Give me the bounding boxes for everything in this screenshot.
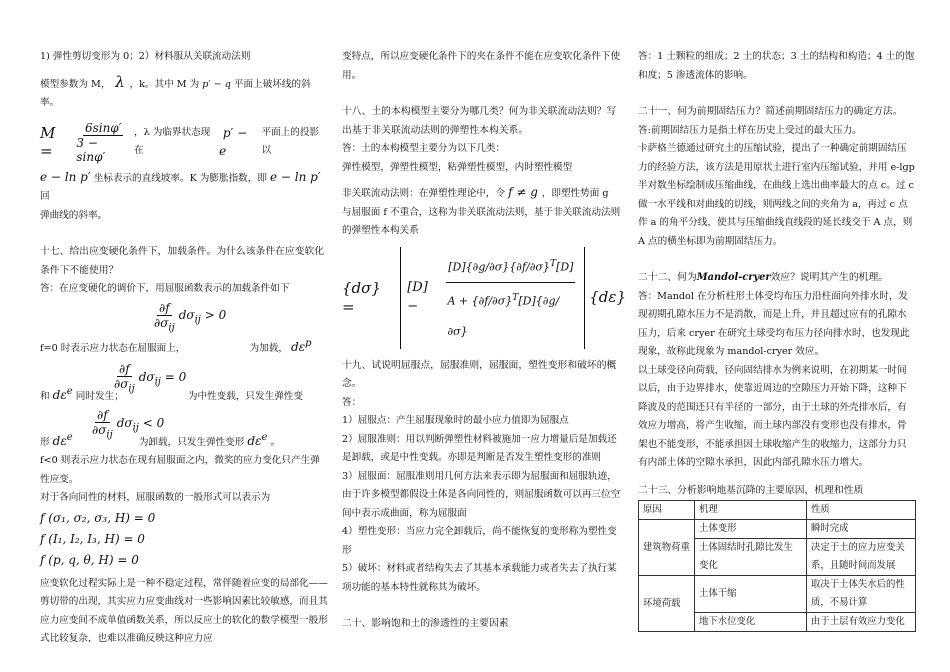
- constitutive-equation: {dσ} = [D] − $\frac{[D]\{\partial g/\partial\sigma\}\{\partial f/\partial\sigma\}^T[D]}{A + \{\partial f/\partial\sigma\}^T[D]\{\partial g/\partial\sigma\}}$ {dε}: [342, 247, 626, 349]
- column-left: [40, 48, 328, 649]
- paragraph: 3）屈服面：屈服准则用几何方法来表示即为屈服面和屈服轨迹，由于许多模型都假设土体是各向同性的，则屈服函数可以再三位空间中表示成曲面，称为屈服面: [342, 470, 621, 519]
- paragraph: 应变软化过程实际上是一种不稳定过程，常伴随着应变的局部化——剪切带的出现，其实应力应变曲线对一些影响因素比较敏感，而且其应力应变间不成单值函数关系，所以反应土的软化的数学模型一般形式比较复杂，也难以准确反映这种应力应: [40, 577, 328, 645]
- math-pe: p′ − e: [219, 125, 248, 158]
- text-line: 答：土的本构模型主要分为以下几类：: [342, 143, 506, 154]
- lambda-symbol: λ: [110, 72, 130, 91]
- math-pq: p′ − q: [202, 78, 234, 90]
- text-line: 形 $d\varepsilon^e$ 为卸载，只发生弹性变形 $d\varepsilon^e$ 。: [40, 431, 281, 448]
- text-line: e − ln p′ 坐标表示的直线坡率。K 为膨胀指数，即 e − ln p′ 回: [40, 169, 321, 202]
- heading-q21: 二十一、何为前期固结压力？简述前期固结压力的确定方法。: [638, 106, 903, 117]
- table-header-row: 原因 机理 性质: [639, 501, 916, 520]
- paragraph: 5）破坏：材料或者结构失去了其基本承载能力或者失去了执行某项功能的基本特性就称其为破坏。: [342, 563, 617, 593]
- heading-q19: 十九、试说明屈服点，屈服准则，屈服面，塑性变形和破坏的概念。: [342, 359, 617, 390]
- heading-q17: 十七、给出应变硬化条件下，加载条件。为什么该条件在应变软化条件下不能使用？: [40, 246, 325, 276]
- heading-q20: 二十、影响饱和土的渗透性的主要因素: [342, 618, 509, 630]
- settlement-table: [638, 500, 916, 632]
- table-row: 环境荷载 土体干缩 取决于土体失水后的性质，不易计算: [639, 576, 916, 613]
- text-line: 弹性模型，弹塑性模型，粘弹塑性模型，内时塑性模型: [342, 161, 573, 173]
- text-line: 1）屈服点：产生屈服现象时的最小应力值即为屈服点: [342, 415, 569, 427]
- paragraph: 答：Mandol 在分析柱形土体受均布压力沿柱面向外排水时，发现初期孔隙水压力不是消散，而是上升，并且超过应有的孔隙水压力，后来 cryer 在研究土球受均布压力径向排水时，也发现此现象，故称此现象为 mandol-cryer 效应。: [638, 290, 910, 357]
- text-line: 答：在应变硬化的调价下，用屈服函数表示的加载条件如下: [40, 283, 290, 294]
- paragraph: 2）屈服准则：用以判断弹塑性材料被施加一应力增量后是加载还是卸载，或是中性变载。亦即是判断是否发生塑性变形的准则: [342, 433, 617, 464]
- table-row: 地下水位变化 由于土层有效应力变化: [639, 613, 916, 632]
- equation-M: M = $\frac{6\sin\varphi'}{3 - \sin\varphi'}$ ，λ 为临界状态现在 p′ − e 平面上的投影以: [40, 120, 320, 164]
- text-line: 与屈服面 f 不重合，这称为非关联流动法则，基于非关联流动法则的弹塑性本构关系: [342, 206, 621, 236]
- paragraph: 答：1 土颗粒的组成；2 土的状态；3 土的结构和构造；4 土的饱和度；5 渗透流体的影响。: [638, 51, 915, 81]
- heading-q23: 二十三、分析影响地基沉降的主要原因，机理和性质: [638, 484, 864, 496]
- text-line: 对于各向同性的材料，屈服函数的一般形式可以表示为: [40, 492, 271, 504]
- equation-load-3: $\frac{\partial f}{\partial\sigma_{ij}}$ $d\sigma_{ij} < 0$: [92, 408, 165, 441]
- heading-q18: 十八、土的本构模型主要分为哪几类？何为非关联流动法则？写出基于非关联流动法则的弹塑性本构关系。: [342, 106, 617, 136]
- text-line: 模型参数为 M， λ ，k。其中 M 为 p′ − q 平面上破坏线的斜率。: [40, 72, 311, 108]
- paragraph: 卡萨格兰德通过研究土的压缩试验，提出了一种确定前期固结压力的经验方法，该方法是用原状土进行室内压缩试验，并用 e-lgp 半对数坐标绘制成压缩曲线，在曲线上选出曲率最大的点 c。过 c 做一水平线和对曲线的切线，则两线之间的夹角为 a，再过 c 点作 a 的角平分线，使其与压缩曲线直线段的延长线交于 A 点，则 A 点的横坐标即为前期固结压力。: [638, 143, 915, 247]
- heading-q22: 二十二、何为Mandol-cryer效应？说明其产生的机理。: [638, 272, 889, 283]
- table-row: 建筑物荷重 土体变形 瞬时完成: [639, 520, 916, 539]
- text-line: 1) 弹性剪切变形为 0；2）材料服从关联流动法则: [40, 51, 251, 62]
- text-line: 和 $d\varepsilon^e$ 同时发生； 为中性变载，只发生弹性变: [40, 385, 303, 402]
- column-right: [638, 48, 916, 632]
- paragraph: 4）塑性变形：当应力完全卸载后，尚不能恢复的变形称为塑性变形: [342, 526, 617, 556]
- table-row: 土体固结时孔隙比发生变化 决定于土的应力应变关系，且随时间而发展: [639, 539, 916, 576]
- text-line: f<0 则表示应力状态在现有屈服面之内，微奖的应力变化只产生弹性应变。: [40, 455, 320, 485]
- text-line: f=0 时表示应力状态在屈服面上， 为加载， $d\varepsilon^p$: [40, 337, 312, 354]
- paragraph: 以土球受径向荷载，径向固结排水为例来说明，在初期某一时间以后，由于边界排水，使靠近周边的空隙压力开始下降，这种下降波及的范围还只有半径的一部分，由于土球的外壳排水后，有效应力增高，将产生收缩，而土球内部没有变形也没有排水，骨架也不能变形，不能承担因土球收缩产生的收缩力，这部分力只有内部土体的空隙水承担，因此内部孔隙水压力增大。: [638, 364, 907, 468]
- equation-load-2: $\frac{\partial f}{\partial\sigma_{ij}}$ $d\sigma_{ij} = 0$: [114, 362, 187, 395]
- column-middle: [342, 48, 626, 634]
- paragraph: 变特点，所以应变硬化条件下的夹在条件不能在应变软化条件下使用。: [342, 51, 621, 81]
- yield-function-forms: f (σ₁, σ₂, σ₃, H) = 0 f (I₁, I₂, I₃, H) = 0 f (p, q, θ, H) = 0: [40, 510, 156, 567]
- text-line: 非关联流动法则：在弹塑性理论中，令 f ≠ g ，即塑性势面 g: [342, 185, 609, 199]
- text-line: 答:前期固结压力是指土样在历史上受过的最大压力。: [638, 124, 862, 136]
- equation-load-1: $\frac{\partial f}{\partial\sigma_{ij}}$ $d\sigma_{ij} > 0$: [154, 300, 227, 333]
- text-line: 答：: [342, 396, 362, 408]
- text-line: 弹曲线的斜率。: [40, 209, 108, 221]
